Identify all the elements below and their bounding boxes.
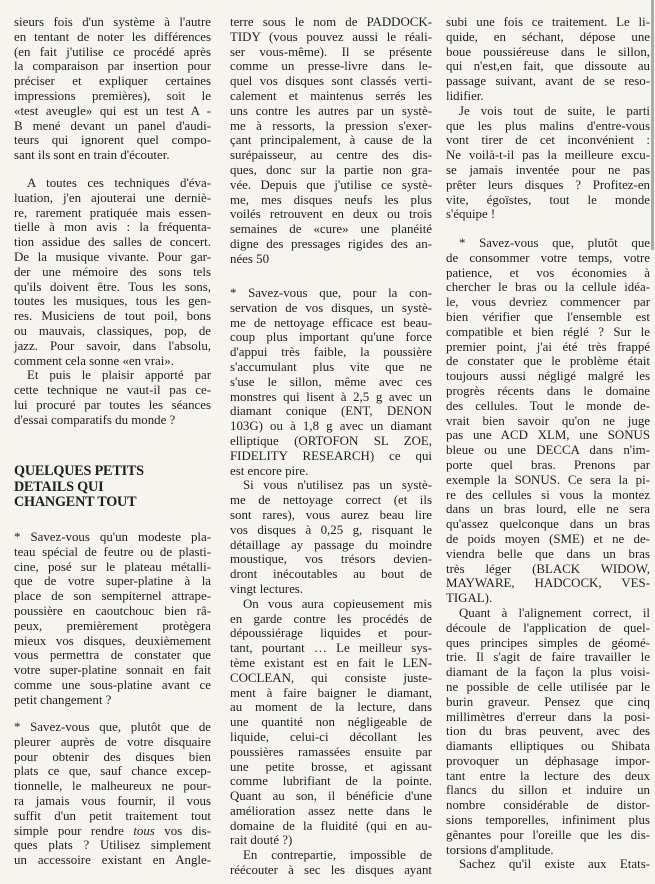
text-line: Quant au son, il bénéficie d'une xyxy=(230,789,432,804)
text-line: prêter leurs disques ? Profitez-en xyxy=(446,177,650,192)
text-line: que les plus malins d'entre-vous xyxy=(446,118,650,133)
text-line: ne possible de celle utilisée par le xyxy=(446,679,650,694)
text-line: ques plats ? Utilisez simplement xyxy=(14,838,211,853)
text-block xyxy=(14,530,211,708)
text-line: coup plus important qu'une force xyxy=(230,330,432,345)
text-line: gênantes pour l'oreille que les dis- xyxy=(446,827,650,842)
section-heading xyxy=(14,464,211,511)
paragraph xyxy=(446,606,650,858)
text-line: réécouter à sec les disques ayant xyxy=(230,863,432,878)
text-line: DETAILS QUI xyxy=(14,478,104,495)
text-line: tion assidue des salles de concert. xyxy=(14,235,211,250)
text-line: me à ressorts, la pression s'exer- xyxy=(230,118,432,133)
paragraph xyxy=(14,720,211,868)
text-line: ou mauvais, classiques, pop, de xyxy=(14,323,211,338)
text-line: chercher le bras ou la cellule idéa- xyxy=(446,280,650,295)
text-line: semaines de «cure» une planéité xyxy=(230,222,432,237)
paragraph xyxy=(230,15,432,267)
text-line: res. Musiciens de tout poil, bons xyxy=(14,309,211,324)
text-line: tant entre la lecture des deux xyxy=(446,768,650,783)
paragraph xyxy=(14,15,211,163)
text-line: compatible et bien réglé ? Sur le xyxy=(446,324,650,339)
text-line: qu'ils doivent être. Tous les sons, xyxy=(14,279,211,294)
text-line: «test aveugle» qui est un test A - xyxy=(14,103,211,118)
text-column-2 xyxy=(230,0,432,884)
text-line: dépoussiérage liquides et pour- xyxy=(230,626,432,641)
text-line: est encore pire. xyxy=(230,463,309,478)
text-line: se jamais inventée pour ne pas xyxy=(446,162,650,177)
text-line: qui n'est,en fait, que dissoute au xyxy=(446,59,650,74)
text-line: comment cela sonne «en vrai». xyxy=(14,353,174,368)
text-line: millimètres d'erreur dans la posi- xyxy=(446,709,650,724)
text-line: suffit d'un petit traitement tout xyxy=(14,808,211,823)
text-line: * Savez-vous qu'un modeste pla- xyxy=(14,530,211,544)
text-line: rait douté ?) xyxy=(230,833,293,848)
text-line: en tentant de noter les différences xyxy=(14,29,211,44)
text-line: Si vous n'utilisez pas un systè- xyxy=(243,478,432,493)
text-line: viendra belle que dans un bras xyxy=(446,546,650,561)
text-line: ment à faire baigner le diamant, xyxy=(230,685,432,700)
text-line: vingt lectures. xyxy=(230,581,304,596)
text-line: torsions d'amplitude. xyxy=(446,842,554,857)
text-line: plats ce que, sauf chance excep- xyxy=(14,764,211,779)
text-line: tion du bras peuvent, avec des xyxy=(446,724,650,739)
paragraph xyxy=(446,857,650,872)
text-line: découle de l'application de quel- xyxy=(446,620,650,635)
text-line: surépaisseur, au centre des dis- xyxy=(230,148,432,163)
text-line: terre sous le nom de PADDOCK- xyxy=(230,15,432,29)
text-line: un accessoire existant en Angle- xyxy=(14,853,211,868)
text-line: tielle à mon avis : la fréquenta- xyxy=(14,220,211,235)
text-line: lui procuré par toutes les séances xyxy=(14,397,211,412)
text-line: exemple la SONUS. Ce sera la pi- xyxy=(446,472,650,487)
text-line: COCLEAN, qui consiste juste- xyxy=(230,670,432,685)
text-line: voilés retrouvent en deux ou trois xyxy=(230,207,432,222)
text-line: comme un presse-livre dans le- xyxy=(230,59,432,74)
paragraph xyxy=(230,478,432,596)
text-line: passage suivant, avant de se reso- xyxy=(446,74,650,89)
text-column-3 xyxy=(446,0,650,884)
text-line: * Savez-vous que, pour la con- xyxy=(230,286,432,300)
text-line: dans un bras lourd, elle ne sera xyxy=(446,502,650,517)
text-line: çant principalement, à cause de la xyxy=(230,133,432,148)
text-line: sant ils sont en train d'écouter. xyxy=(14,148,170,163)
text-line: calement et maintenus serrés les xyxy=(230,88,432,103)
text-line: bleue ou une DECCA dans n'im- xyxy=(446,443,650,458)
text-line: moustique, vos trésors devien- xyxy=(230,552,432,567)
text-line: * Savez-vous que, plutôt que de xyxy=(14,720,211,734)
text-line: teau spécial de feutre ou de plasti- xyxy=(14,544,211,559)
paragraph xyxy=(446,15,650,104)
text-line: une petite brosse, et agissant xyxy=(230,759,432,774)
text-block xyxy=(230,286,432,878)
text-line: On vous aura copieusement mis xyxy=(243,596,432,611)
text-line: De la musique vivante. Pour gar- xyxy=(14,249,211,264)
text-block xyxy=(14,15,211,163)
text-line: Ne voilà-t-il pas la meilleure excu- xyxy=(446,148,650,163)
text-line: diamant conique (ENT, DENON xyxy=(230,404,432,419)
text-line: En contrepartie, impossible de xyxy=(243,848,432,863)
text-line: nées 50 xyxy=(230,251,270,266)
text-line: que de votre super-platine à la xyxy=(14,574,211,589)
text-line: burin graveur. Pensez que cinq xyxy=(446,694,650,709)
text-line: B mené devant un panel d'audi- xyxy=(14,118,211,133)
text-line: flancs du sillon et induire un xyxy=(446,783,650,798)
text-block xyxy=(446,236,650,872)
paragraph xyxy=(230,286,432,478)
text-line: Quant à l'alignement correct, il xyxy=(459,605,650,620)
text-line: servation de vos disques, un systè- xyxy=(230,300,432,315)
text-line: me, mes disques neufs les plus xyxy=(230,192,432,207)
text-line: * Savez-vous que, plutôt que xyxy=(459,236,650,250)
text-line: vous permettra de constater que xyxy=(14,648,211,663)
text-block xyxy=(14,720,211,868)
text-line: s'use le sillon, même avec ces xyxy=(230,374,432,389)
text-column-1 xyxy=(14,0,211,884)
text-line: quide, en séchant, dépose une xyxy=(446,29,650,44)
text-line: 103G) ou à 1,8 g avec un diamant xyxy=(230,419,432,434)
text-line: mieux vos disques, deuxièmement xyxy=(14,633,211,648)
text-line: Sachez qu'il existe aux Etats- xyxy=(459,857,650,872)
text-line: très léger (BLACK WIDOW, xyxy=(446,561,650,576)
text-line: cine, posé sur le plateau métalli- xyxy=(14,559,211,574)
text-line: comme une sous-platine avant ce xyxy=(14,677,211,692)
text-line: ques, donc sur la partie non gra- xyxy=(230,162,432,177)
text-line: sont rares), vous aurez beau lire xyxy=(230,507,432,522)
text-line: Je vois tout de suite, le parti xyxy=(459,103,650,118)
text-block xyxy=(14,176,211,428)
text-line: teurs qui ignorent quel compo- xyxy=(14,133,211,148)
text-line: toutes les musiques, tous les gen- xyxy=(14,294,211,309)
text-line: sieurs fois d'un système à l'autre xyxy=(14,15,211,29)
text-line xyxy=(14,824,211,839)
text-line: boue poussiéreuse dans le sillon, xyxy=(446,44,650,59)
text-line: tème existant est en fait le LEN- xyxy=(230,655,432,670)
text-line: premier point, j'ai été très frappé xyxy=(446,339,650,354)
text-line: TIGAL). xyxy=(446,591,493,606)
text-line: TIDY (vous pouvez aussi le réali- xyxy=(230,29,432,44)
text-line: toujours aussi négligé malgré les xyxy=(446,369,650,384)
text-line: pour obtenir des disques bien xyxy=(14,749,211,764)
text-line: de poids moyen (SME) et ne de- xyxy=(446,531,650,546)
text-line: détaillage ay passage du moindre xyxy=(230,537,432,552)
text-line: ser vous-même). Il se présente xyxy=(230,44,432,59)
text-line: votre super-platine sonnait en fait xyxy=(14,663,211,678)
text-line: Et puis le plaisir apporté par xyxy=(27,368,211,383)
text-line: ques principes simples de géomé- xyxy=(446,635,650,650)
text-line: une quantité non négligeable de xyxy=(230,715,432,730)
text-line: re des cellules si vous la montez xyxy=(446,487,650,502)
text-line: jazz. Pour savoir, dans l'absolu, xyxy=(14,338,211,353)
text-line: amélioration assez nette dans le xyxy=(230,803,432,818)
text-line: diamants elliptiques ou Shibata xyxy=(446,739,650,754)
italic-word: tous xyxy=(133,823,155,838)
text-line: cette technique ne vaut-il pas ce- xyxy=(14,383,211,398)
text-line: comme lubrifiant de la pointe. xyxy=(230,774,432,789)
paragraph xyxy=(14,530,211,708)
text-line: domaine de la fluidité (qui en au- xyxy=(230,818,432,833)
text-line: progrès récents dans le domaine xyxy=(446,383,650,398)
text-line: de consommer votre temps, votre xyxy=(446,250,650,265)
text-line: re, rarement pratiquée mais essen- xyxy=(14,205,211,220)
text-line: petit changement ? xyxy=(14,692,112,707)
text-line: de constater que le problème était xyxy=(446,354,650,369)
text-line: diamant de la façon la plus voisi- xyxy=(446,665,650,680)
text-line: au moment de la lecture, dans xyxy=(230,700,432,715)
text-line: tant, pourtant … Le meilleur sys- xyxy=(230,641,432,656)
paragraph xyxy=(446,236,650,606)
text-block xyxy=(446,15,650,222)
text-line: trie. Il s'agit de faire travailler le xyxy=(446,650,650,665)
text-line: monstres qui lisent à 2,5 g avec un xyxy=(230,389,432,404)
text-line: me de nettoyage efficace est beau- xyxy=(230,315,432,330)
text-line: sions temporelles, infiniment plus xyxy=(446,813,650,828)
text-line: FIDELITY RESEARCH) ce qui xyxy=(230,448,432,463)
text-line: des cellules. Tout le monde de- xyxy=(446,398,650,413)
text-line: bien vérifier que l'ensemble est xyxy=(446,309,650,324)
text-line: elliptique (ORTOFON SL ZOE, xyxy=(230,433,432,448)
text-line: s'équipe ! xyxy=(446,207,496,222)
text-segment: simple pour rendre xyxy=(14,823,134,838)
text-line: pleurer auprès de votre disquaire xyxy=(14,734,211,749)
text-line: liquide, celui-ci décollant les xyxy=(230,729,432,744)
text-line: QUELQUES PETITS xyxy=(14,463,144,479)
text-line: le, vous devriez commencer par xyxy=(446,295,650,310)
paragraph xyxy=(230,848,432,878)
text-line: préciser et expliquer certaines xyxy=(14,74,211,89)
text-line: poussières ramassées ensuite par xyxy=(230,744,432,759)
text-line: vont tirer de cet inconvénient : xyxy=(446,133,650,148)
text-line: ra jamais vous fournir, il vous xyxy=(14,793,211,808)
text-line: A toutes ces techniques d'éva- xyxy=(27,176,211,190)
text-line: peux, premièrement protègera xyxy=(14,618,211,633)
text-line: nombre considérable de distor- xyxy=(446,798,650,813)
text-block xyxy=(230,15,432,267)
text-line: vée. Depuis que j'utilise ce systè- xyxy=(230,177,432,192)
text-line: patience, et vos économies à xyxy=(446,265,650,280)
text-line: provoquer un déphasage impor- xyxy=(446,753,650,768)
paragraph xyxy=(14,368,211,427)
text-line: s'accumulant plus vite que ne xyxy=(230,359,432,374)
heading-text xyxy=(14,464,211,511)
text-line: MAYWARE, HADCOCK, VES- xyxy=(446,576,650,591)
text-line: lidifier. xyxy=(446,88,484,103)
text-line: (en fait j'utilise ce procédé après xyxy=(14,44,211,59)
text-line: pas une ACD XLM, une SONUS xyxy=(446,428,650,443)
text-line: vite, égoïstes, tout le monde xyxy=(446,192,650,207)
text-line: luation, j'en ajouterai une derniè- xyxy=(14,190,211,205)
text-line: en garde contre les procédés de xyxy=(230,611,432,626)
text-segment: vos dis- xyxy=(154,823,211,838)
page-binding-shadow xyxy=(651,0,654,250)
text-line: tionnelle, le malheureux ne pour- xyxy=(14,779,211,794)
text-line: d'appui très faible, la poussière xyxy=(230,345,432,360)
text-line: d'essai comparatifs du monde ? xyxy=(14,412,176,427)
text-line: subi une fois ce traitement. Le li- xyxy=(446,15,650,29)
text-line: qu'assez quelconque dans un bras xyxy=(446,517,650,532)
text-line: place de son sempiternel attrape- xyxy=(14,589,211,604)
paragraph xyxy=(14,176,211,368)
text-line: porte quel bras. Prenons par xyxy=(446,457,650,472)
text-line: CHANGENT TOUT xyxy=(14,494,137,510)
text-line: dront inécoutables au bout de xyxy=(230,567,432,582)
text-line: uns contre les autres par un systè- xyxy=(230,103,432,118)
text-line: impressions premières), soit le xyxy=(14,88,211,103)
text-line: vrait bien savoir qu'on ne juge xyxy=(446,413,650,428)
text-line: la comparaison par insertion pour xyxy=(14,59,211,74)
text-line: me de nettoyage correct (et ils xyxy=(230,493,432,508)
paragraph xyxy=(446,104,650,222)
text-line: digne des pressages rigides des an- xyxy=(230,236,432,251)
text-line: quel vos disques sont classés verti- xyxy=(230,74,432,89)
text-line: vos disques à 0,25 g, risquant le xyxy=(230,522,432,537)
text-line: der une mémoire des sons tels xyxy=(14,264,211,279)
text-line: poussière en caoutchouc bien râ- xyxy=(14,603,211,618)
paragraph xyxy=(230,597,432,849)
